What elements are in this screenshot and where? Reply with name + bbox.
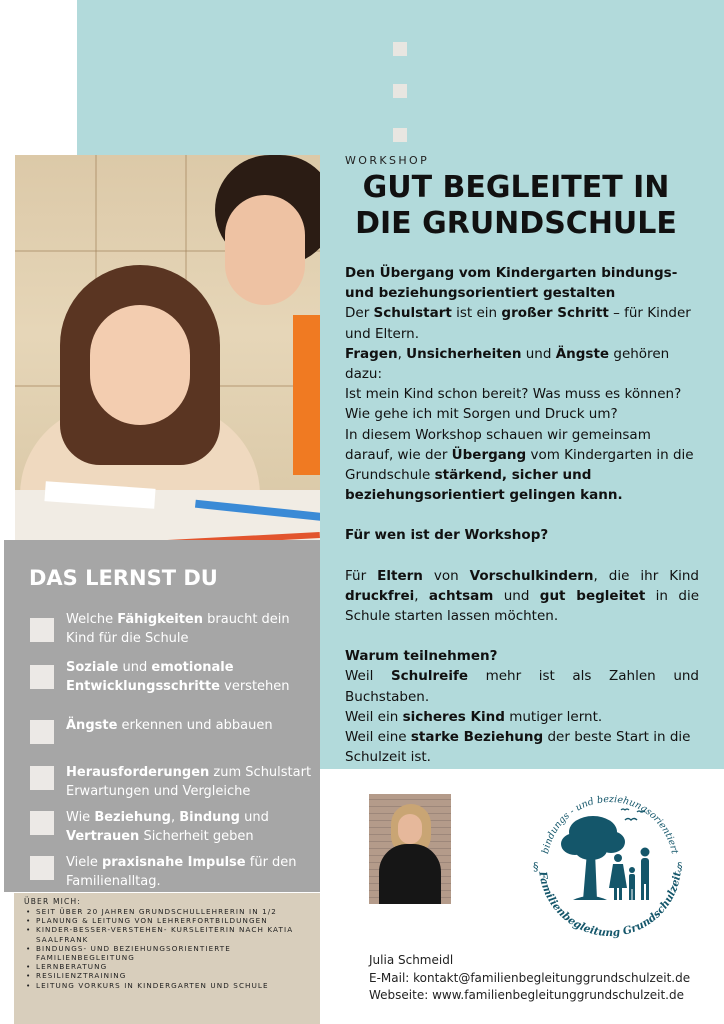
intro-heading-2: und beziehungsorientiert gestalten [345, 285, 616, 302]
svg-text:Familienbegleitung Grundschulz [536, 870, 684, 939]
contact-website[interactable]: Webseite: www.familienbegleitunggrundschulzeit.de [369, 988, 684, 1002]
learn-item: Ängste erkennen und abbauen [66, 718, 273, 733]
page-title [330, 170, 702, 242]
checkbox-icon [30, 766, 54, 790]
learn-item: Viele praxisnahe Impulse für den Familienalltag. [66, 855, 297, 889]
checkbox-icon [30, 811, 54, 835]
title-line-1: GUT BEGLEITET IN [362, 170, 670, 205]
intro-paragraph-2: Fragen, Unsicherheiten und Ängste gehören dazu: [345, 345, 670, 383]
logo-bottom-text: Familienbegleitung Grundschulzeit [536, 870, 684, 940]
about-item: • BINDUNGS- UND BEZIEHUNGSORIENTIERTE FAMILIENBEGLEITUNG [24, 944, 314, 962]
about-item: • PLANUNG & LEITUNG VON LEHRERFORTBILDUNGEN [24, 916, 314, 925]
children-photo [15, 155, 320, 551]
about-list [24, 907, 314, 990]
about-item: • KINDER-BESSER-VERSTEHEN- KURSLEITERIN NACH KATIA SAALFRANK [24, 925, 314, 943]
contact-name: Julia Schmeidl [369, 953, 454, 967]
why-line-2: Weil ein sicheres Kind mutiger lernt. [345, 708, 603, 725]
checkbox-icon [30, 720, 54, 744]
workshop-description [345, 263, 699, 767]
learn-item: Wie Beziehung, Bindung und Vertrauen Sicherheit geben [66, 810, 269, 844]
about-item: • SEIT ÜBER 20 JAHREN GRUNDSCHULLEHRERIN IN 1/2 [24, 907, 314, 916]
intro-paragraph-4: In diesem Workshop schauen wir gemeinsam darauf, wie der Übergang vom Kindergarten in die Grundschule stärkend, sicher und beziehungsorientiert gelingen kann. [345, 426, 694, 504]
svg-text:§: § [677, 860, 683, 873]
learn-item: Welche Fähigkeiten braucht dein Kind für die Schule [66, 612, 290, 646]
learn-item: Herausforderungen zum Schulstart Erwartungen und Vergleiche [66, 765, 312, 799]
why-line-1: Weil Schulreife mehr ist als Zahlen und Buchstaben. [345, 668, 699, 705]
about-item: • LEITUNG VORKURS IN KINDERGARTEN UND SCHULE [24, 981, 314, 990]
decorative-square [393, 42, 407, 56]
intro-heading: Den Übergang vom Kindergarten bindungs- [345, 265, 678, 281]
contact-email[interactable]: E-Mail: kontakt@familienbegleitunggrundschulzeit.de [369, 970, 691, 985]
decorative-square [393, 128, 407, 142]
intro-paragraph-3: Ist mein Kind schon bereit? Was muss es können? Wie gehe ich mit Sorgen und Druck um? [345, 386, 682, 423]
audience-heading: Für wen ist der Workshop? [345, 527, 549, 544]
title-line-2: DIE GRUNDSCHULE [355, 206, 677, 241]
checkbox-icon [30, 665, 54, 689]
why-heading: Warum teilnehmen? [345, 648, 498, 665]
svg-text:§: § [533, 860, 539, 873]
learn-item: Soziale und emotionale Entwicklungsschritte verstehen [66, 660, 290, 694]
logo-top-text: bindungs - und beziehungsorientiert [540, 793, 680, 855]
checkbox-icon [30, 856, 54, 880]
about-item: • RESILIENZTRAINING [24, 971, 314, 980]
about-item: • LERNBERATUNG [24, 962, 314, 971]
learn-title: DAS LERNST DU [29, 566, 218, 590]
family-tree-logo [525, 780, 695, 950]
audience-text: Für Eltern von Vorschulkindern, die ihr Kind druckfrei, achtsam und gut begleitet in die Schule starten lassen möchten. [345, 567, 699, 625]
intro-paragraph-1: Der Schulstart ist ein großer Schritt – für Kinder und Eltern. [345, 305, 691, 342]
contact-info [369, 952, 709, 1005]
workshop-label: WORKSHOP [345, 154, 430, 167]
about-title: ÜBER MICH: [24, 897, 82, 906]
why-line-3: Weil eine starke Beziehung der beste Start in die Schulzeit ist. [345, 729, 691, 766]
decorative-square [393, 84, 407, 98]
portrait-photo [369, 794, 451, 904]
checkbox-icon [30, 618, 54, 642]
